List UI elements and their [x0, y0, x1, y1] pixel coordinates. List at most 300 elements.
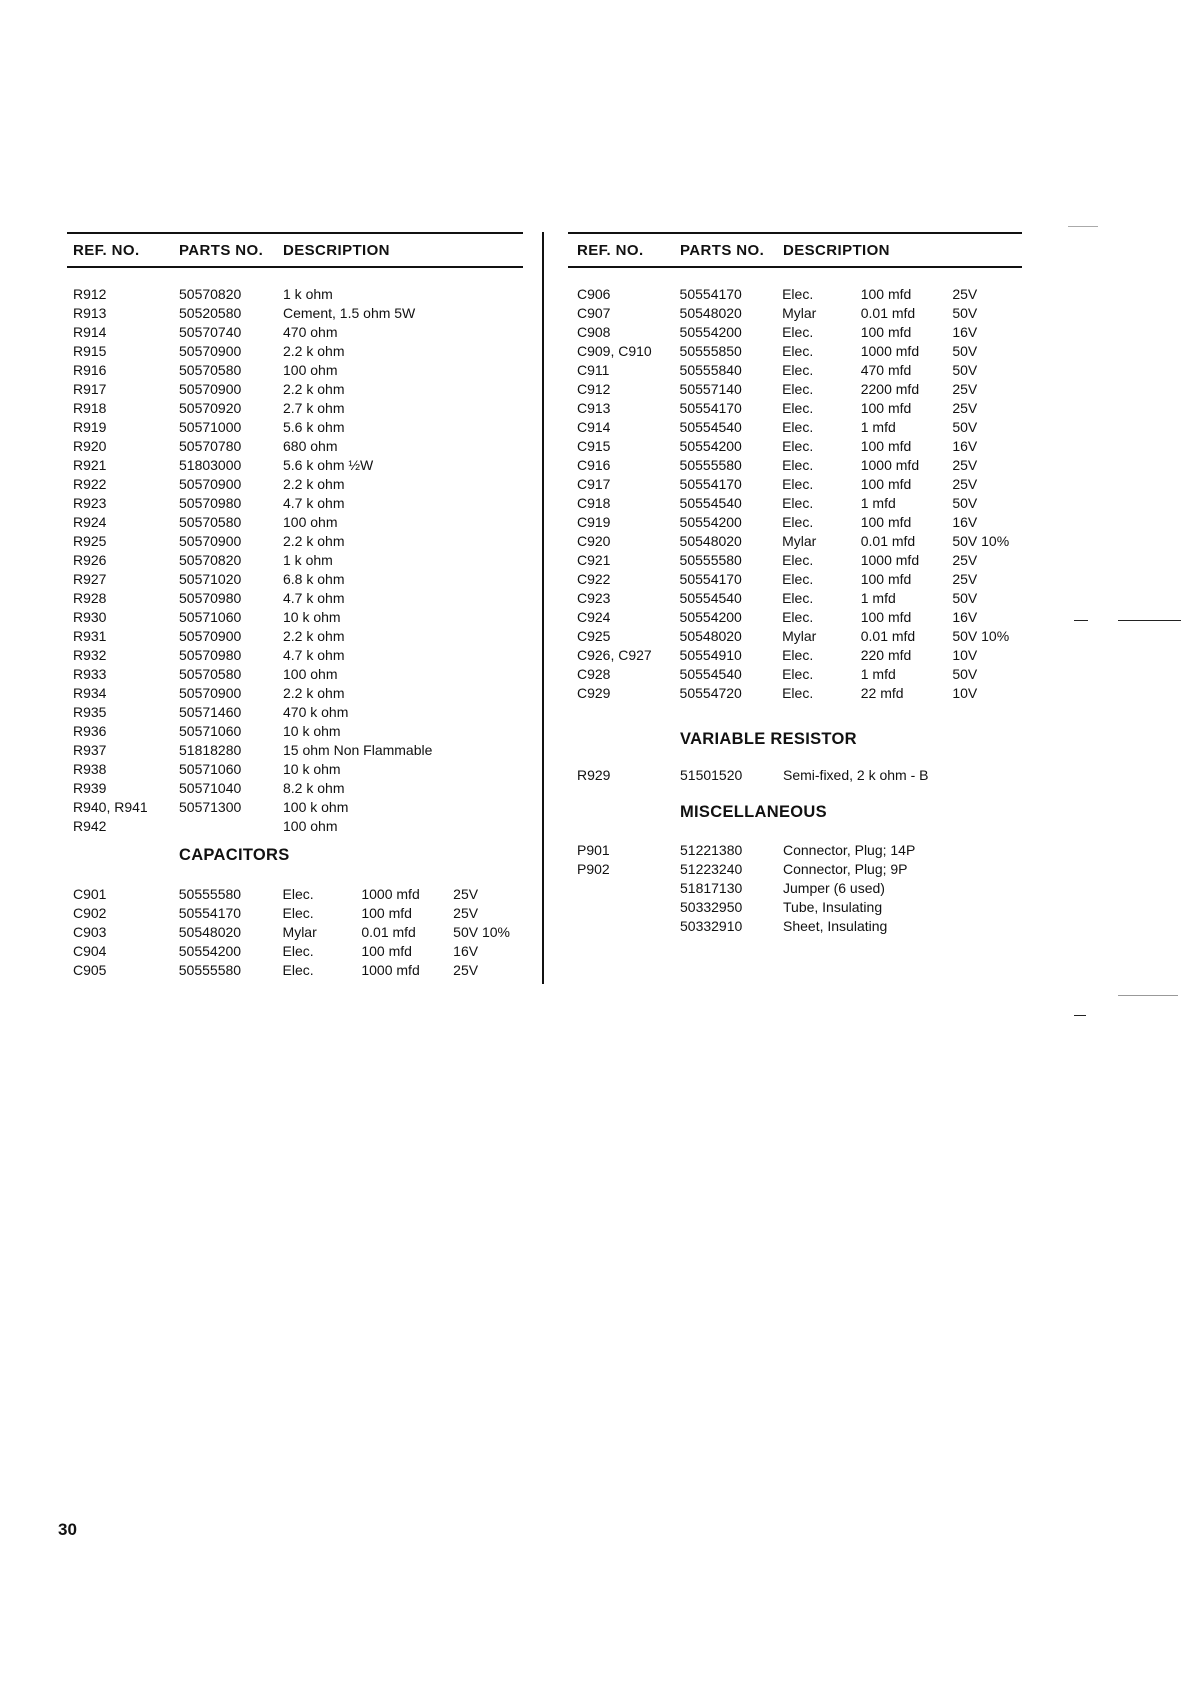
capacitance: 1000 mfd — [860, 457, 920, 473]
voltage-rating: 25V — [952, 552, 978, 568]
parts-no: 50571300 — [179, 799, 242, 815]
ref-no: R933 — [73, 666, 107, 682]
table-row — [67, 627, 523, 646]
table-row — [67, 380, 523, 399]
voltage-rating: 16V — [453, 943, 479, 959]
ref-no: C916 — [577, 457, 611, 473]
ref-no: R921 — [73, 457, 107, 473]
ref-no: C903 — [73, 924, 107, 940]
capacitor-type: Elec. — [782, 495, 814, 511]
capacitance: 100 mfd — [860, 400, 912, 416]
capacitance: 470 mfd — [860, 362, 912, 378]
table-row — [568, 684, 1022, 703]
ref-no: C913 — [577, 400, 611, 416]
capacitor-type: Elec. — [782, 286, 814, 302]
ref-no: R920 — [73, 438, 107, 454]
description: 8.2 k ohm — [283, 780, 345, 796]
parts-no: 50554540 — [679, 495, 742, 511]
ref-no: R932 — [73, 647, 107, 663]
parts-no: 50554200 — [679, 609, 742, 625]
parts-no: 50548020 — [679, 533, 742, 549]
description: 470 k ohm — [283, 704, 349, 720]
description: 4.7 k ohm — [283, 495, 345, 511]
parts-no: 50554200 — [679, 324, 742, 340]
description: 2.2 k ohm — [283, 628, 345, 644]
table-row — [568, 475, 1022, 494]
column-divider — [542, 232, 544, 984]
parts-no: 50571060 — [179, 723, 242, 739]
parts-no: 50570920 — [179, 400, 242, 416]
description: 6.8 k ohm — [283, 571, 345, 587]
capacitor-type: Elec. — [782, 438, 814, 454]
table-row — [568, 342, 1022, 361]
table-row — [67, 779, 523, 798]
ref-no: R939 — [73, 780, 107, 796]
description: Connector, Plug; 9P — [783, 861, 908, 877]
ref-no: C902 — [73, 905, 107, 921]
ref-no: R917 — [73, 381, 107, 397]
parts-no: 50571060 — [179, 761, 242, 777]
parts-no: 50548020 — [178, 924, 242, 940]
capacitor-type: Elec. — [782, 552, 814, 568]
ref-no: R934 — [73, 685, 107, 701]
ref-no: R914 — [73, 324, 107, 340]
table-row — [568, 665, 1022, 684]
voltage-rating: 16V — [952, 609, 978, 625]
page-number: 30 — [58, 1520, 77, 1539]
table-row — [568, 608, 1022, 627]
capacitor-type: Elec. — [782, 476, 814, 492]
parts-no: 51221380 — [680, 842, 743, 858]
capacitance: 100 mfd — [860, 286, 912, 302]
description: 1 k ohm — [283, 552, 333, 568]
parts-no: 50332950 — [680, 899, 743, 915]
parts-no — [179, 817, 283, 836]
parts-no: 50570820 — [179, 552, 242, 568]
table-row — [568, 399, 1022, 418]
ref-no: C914 — [577, 419, 611, 435]
miscellaneous-heading-row — [568, 785, 1022, 822]
description: Tube, Insulating — [783, 899, 883, 915]
parts-no-header: PARTS NO. — [179, 241, 264, 259]
capacitance: 1 mfd — [860, 666, 896, 682]
ref-no: R915 — [73, 343, 107, 359]
capacitor-type: Elec. — [782, 419, 814, 435]
ref-no: R924 — [73, 514, 107, 530]
table-row — [67, 665, 523, 684]
capacitance: 1000 mfd — [361, 886, 420, 902]
capacitance: 1 mfd — [860, 495, 896, 511]
parts-no: 50554540 — [679, 590, 742, 606]
table-row — [568, 380, 1022, 399]
capacitor-type: Elec. — [782, 647, 814, 663]
voltage-rating: 50V 10% — [952, 533, 1010, 549]
parts-no: 51501520 — [680, 767, 743, 783]
voltage-rating: 16V — [952, 514, 978, 530]
ref-no: R936 — [73, 723, 107, 739]
parts-no: 50554170 — [679, 286, 742, 302]
table-row — [568, 285, 1022, 304]
capacitance: 0.01 mfd — [860, 628, 916, 644]
parts-no: 50555840 — [679, 362, 742, 378]
ref-no: C929 — [577, 685, 611, 701]
parts-no: 51803000 — [179, 457, 242, 473]
parts-no: 50571020 — [179, 571, 242, 587]
table-row — [568, 627, 1022, 646]
description: 100 ohm — [283, 514, 338, 530]
capacitor-list-left — [67, 885, 523, 980]
parts-no: 50570580 — [179, 666, 242, 682]
table-row — [67, 323, 523, 342]
table-row — [568, 860, 1022, 879]
parts-no: 50571060 — [179, 609, 242, 625]
description: 680 ohm — [283, 438, 338, 454]
table-header — [67, 234, 523, 266]
ref-no: C907 — [577, 305, 611, 321]
table-row — [568, 589, 1022, 608]
parts-no: 50548020 — [679, 628, 742, 644]
ref-no: R913 — [73, 305, 107, 321]
ref-no: C912 — [577, 381, 611, 397]
table-row — [67, 304, 523, 323]
scan-edge-mark — [1074, 620, 1088, 621]
table-row — [568, 437, 1022, 456]
parts-no: 50554540 — [679, 666, 742, 682]
voltage-rating: 50V — [952, 495, 978, 511]
table-row — [568, 898, 1022, 917]
ref-no-header: REF. NO. — [577, 241, 644, 259]
parts-no: 50555580 — [679, 457, 742, 473]
ref-no — [568, 879, 680, 898]
voltage-rating: 50V — [952, 590, 978, 606]
list-item — [568, 766, 1022, 785]
table-header — [568, 234, 1022, 266]
table-row — [568, 418, 1022, 437]
voltage-rating: 50V — [952, 419, 978, 435]
table-row — [67, 342, 523, 361]
ref-no: C922 — [577, 571, 611, 587]
description: 2.2 k ohm — [283, 381, 345, 397]
description: 5.6 k ohm ½W — [283, 457, 374, 473]
ref-no: R938 — [73, 761, 107, 777]
voltage-rating: 25V — [952, 476, 978, 492]
table-row — [568, 917, 1022, 936]
table-row — [568, 494, 1022, 513]
ref-no: C906 — [577, 286, 611, 302]
scan-edge-mark — [1118, 620, 1181, 621]
parts-no: 50548020 — [679, 305, 742, 321]
table-row — [67, 798, 523, 817]
description: 4.7 k ohm — [283, 647, 345, 663]
variable-resistor-heading-row — [568, 703, 1022, 749]
capacitance: 0.01 mfd — [860, 533, 916, 549]
parts-no: 50554200 — [679, 514, 742, 530]
description: 100 ohm — [283, 362, 338, 378]
capacitance: 100 mfd — [860, 514, 912, 530]
voltage-rating: 25V — [952, 286, 978, 302]
table-row — [568, 570, 1022, 589]
voltage-rating: 10V — [952, 685, 978, 701]
description: 2.2 k ohm — [283, 685, 345, 701]
ref-no-header: REF. NO. — [73, 241, 140, 259]
capacitance: 0.01 mfd — [361, 924, 416, 940]
capacitance: 100 mfd — [860, 609, 912, 625]
description: 10 k ohm — [283, 761, 341, 777]
voltage-rating: 16V — [952, 438, 978, 454]
parts-no: 50555850 — [679, 343, 742, 359]
scan-edge-mark — [1074, 1015, 1086, 1016]
capacitors-title: CAPACITORS — [179, 845, 290, 864]
capacitor-type: Elec. — [782, 324, 814, 340]
table-row — [67, 608, 523, 627]
capacitor-type: Elec. — [782, 400, 814, 416]
parts-no: 50571460 — [179, 704, 242, 720]
description: 2.2 k ohm — [283, 533, 345, 549]
table-row — [568, 646, 1022, 665]
ref-no: R926 — [73, 552, 107, 568]
table-row — [67, 285, 523, 304]
parts-no: 50554720 — [679, 685, 742, 701]
ref-no: R922 — [73, 476, 107, 492]
capacitor-type: Elec. — [782, 666, 814, 682]
parts-no: 50570980 — [179, 495, 242, 511]
parts-no: 50520580 — [179, 305, 242, 321]
table-row — [67, 904, 523, 923]
ref-no: R916 — [73, 362, 107, 378]
description: Semi-fixed, 2 k ohm - B — [783, 767, 929, 783]
ref-no: R929 — [577, 767, 611, 783]
description: 5.6 k ohm — [283, 419, 345, 435]
capacitance: 220 mfd — [860, 647, 912, 663]
description: 10 k ohm — [283, 723, 341, 739]
voltage-rating: 50V — [952, 362, 978, 378]
description: 2.2 k ohm — [283, 476, 345, 492]
table-row — [67, 760, 523, 779]
ref-no — [568, 917, 680, 936]
capacitor-type: Elec. — [282, 943, 314, 959]
capacitor-type: Elec. — [282, 905, 314, 921]
parts-no: 50570900 — [179, 628, 242, 644]
table-row — [67, 551, 523, 570]
table-row — [67, 475, 523, 494]
description: Jumper (6 used) — [783, 880, 885, 896]
capacitor-type: Elec. — [782, 343, 814, 359]
capacitance: 100 mfd — [361, 905, 412, 921]
capacitor-type: Elec. — [782, 685, 814, 701]
capacitor-type: Elec. — [782, 571, 814, 587]
resistor-list — [67, 285, 523, 836]
voltage-rating: 50V 10% — [952, 628, 1010, 644]
ref-no: C915 — [577, 438, 611, 454]
ref-no: C905 — [73, 962, 107, 978]
voltage-rating: 50V — [952, 305, 978, 321]
parts-no: 50332910 — [680, 918, 743, 934]
capacitor-type: Elec. — [282, 886, 314, 902]
voltage-rating: 50V — [952, 666, 978, 682]
ref-no: C920 — [577, 533, 611, 549]
capacitor-type: Elec. — [782, 362, 814, 378]
capacitor-type: Elec. — [782, 590, 814, 606]
ref-no: P902 — [577, 861, 610, 877]
description: 4.7 k ohm — [283, 590, 345, 606]
parts-no: 50554170 — [679, 476, 742, 492]
table-row — [568, 532, 1022, 551]
ref-no: C926, C927 — [577, 647, 652, 663]
voltage-rating: 25V — [952, 381, 978, 397]
voltage-rating: 25V — [952, 571, 978, 587]
ref-no: C911 — [577, 362, 610, 378]
parts-list-right-column — [568, 232, 1022, 936]
table-row — [67, 494, 523, 513]
description: 2.7 k ohm — [283, 400, 345, 416]
ref-no: R937 — [73, 742, 107, 758]
description: Sheet, Insulating — [783, 918, 888, 934]
capacitance: 100 mfd — [860, 476, 912, 492]
parts-no: 50570580 — [179, 514, 242, 530]
table-row — [67, 923, 523, 942]
parts-no: 51818280 — [179, 742, 242, 758]
capacitor-list-right — [568, 285, 1022, 703]
capacitance: 100 mfd — [860, 438, 912, 454]
capacitance: 0.01 mfd — [860, 305, 916, 321]
parts-no: 50554540 — [679, 419, 742, 435]
table-row — [67, 513, 523, 532]
table-row — [67, 646, 523, 665]
table-row — [568, 551, 1022, 570]
ref-no: C909, C910 — [577, 343, 652, 359]
voltage-rating: 50V 10% — [453, 924, 510, 940]
ref-no: R942 — [73, 818, 107, 834]
ref-no: C924 — [577, 609, 611, 625]
capacitance: 100 mfd — [860, 571, 912, 587]
description: 100 ohm — [283, 666, 338, 682]
parts-no: 50570980 — [179, 590, 242, 606]
ref-no: C928 — [577, 666, 611, 682]
parts-no: 50554170 — [679, 571, 742, 587]
voltage-rating: 25V — [952, 457, 978, 473]
ref-no: R925 — [73, 533, 107, 549]
table-row — [67, 456, 523, 475]
voltage-rating: 25V — [453, 962, 479, 978]
miscellaneous-list — [568, 841, 1022, 936]
parts-no: 51223240 — [680, 861, 743, 877]
ref-no: R930 — [73, 609, 107, 625]
capacitance: 1000 mfd — [860, 343, 920, 359]
parts-no: 50570900 — [179, 343, 242, 359]
voltage-rating: 25V — [453, 886, 479, 902]
capacitor-type: Mylar — [782, 628, 817, 644]
parts-no: 50554910 — [679, 647, 742, 663]
description: 2.2 k ohm — [283, 343, 345, 359]
ref-no: R923 — [73, 495, 107, 511]
voltage-rating: 25V — [952, 400, 978, 416]
ref-no: R919 — [73, 419, 107, 435]
parts-no: 50570780 — [179, 438, 242, 454]
ref-no: C919 — [577, 514, 611, 530]
table-row — [67, 817, 523, 836]
ref-no: R927 — [73, 571, 107, 587]
capacitor-type: Mylar — [782, 533, 817, 549]
capacitance: 22 mfd — [860, 685, 904, 701]
ref-no: C904 — [73, 943, 107, 959]
table-row — [568, 456, 1022, 475]
parts-no: 50555580 — [178, 962, 242, 978]
parts-no: 50555580 — [178, 886, 242, 902]
capacitor-type: Elec. — [782, 514, 814, 530]
ref-no: P901 — [577, 842, 610, 858]
parts-no: 50555580 — [679, 552, 742, 568]
scan-edge-mark — [1068, 226, 1098, 227]
parts-no: 50571040 — [179, 780, 242, 796]
parts-no: 50571000 — [179, 419, 242, 435]
table-row — [67, 885, 523, 904]
ref-no: R928 — [73, 590, 107, 606]
capacitance: 1000 mfd — [361, 962, 420, 978]
capacitors-heading-row — [67, 836, 523, 874]
table-row — [568, 323, 1022, 342]
ref-no: C918 — [577, 495, 611, 511]
parts-no: 50554170 — [178, 905, 242, 921]
description-header: DESCRIPTION — [283, 241, 390, 259]
description: 470 ohm — [283, 324, 338, 340]
ref-no: C917 — [577, 476, 611, 492]
description: Connector, Plug; 14P — [783, 842, 916, 858]
voltage-rating: 16V — [952, 324, 978, 340]
ref-no: R940, R941 — [73, 799, 148, 815]
voltage-rating: 10V — [952, 647, 978, 663]
table-row — [67, 684, 523, 703]
table-row — [67, 532, 523, 551]
table-row — [67, 703, 523, 722]
parts-no: 50554200 — [679, 438, 742, 454]
variable-resistor-title: VARIABLE RESISTOR — [680, 730, 857, 748]
voltage-rating: 25V — [453, 905, 479, 921]
description: 10 k ohm — [283, 609, 341, 625]
header-bottom-rule — [568, 266, 1022, 268]
capacitor-type: Elec. — [282, 962, 314, 978]
table-row — [67, 741, 523, 760]
capacitance: 1 mfd — [860, 590, 896, 606]
description: 100 k ohm — [283, 799, 349, 815]
parts-no: 50570580 — [179, 362, 242, 378]
table-row — [67, 570, 523, 589]
capacitor-type: Mylar — [782, 305, 817, 321]
parts-no: 50570900 — [179, 685, 242, 701]
capacitance: 100 mfd — [361, 943, 412, 959]
description: 15 ohm Non Flammable — [283, 742, 433, 758]
capacitance: 100 mfd — [860, 324, 912, 340]
ref-no: C921 — [577, 552, 611, 568]
table-row — [568, 879, 1022, 898]
capacitor-type: Elec. — [782, 457, 814, 473]
description: 1 k ohm — [283, 286, 333, 302]
parts-no: 50554170 — [679, 400, 742, 416]
parts-no-header: PARTS NO. — [680, 241, 765, 259]
ref-no: C925 — [577, 628, 611, 644]
voltage-rating: 50V — [952, 343, 978, 359]
table-row — [67, 942, 523, 961]
table-row — [67, 961, 523, 980]
parts-no: 50570820 — [179, 286, 242, 302]
ref-no: C908 — [577, 324, 611, 340]
parts-no: 50570900 — [179, 381, 242, 397]
ref-no: R912 — [73, 286, 107, 302]
parts-list-left-column — [67, 232, 523, 980]
ref-no: C901 — [73, 886, 107, 902]
table-row — [67, 722, 523, 741]
ref-no: C923 — [577, 590, 611, 606]
capacitance: 2200 mfd — [860, 381, 920, 397]
